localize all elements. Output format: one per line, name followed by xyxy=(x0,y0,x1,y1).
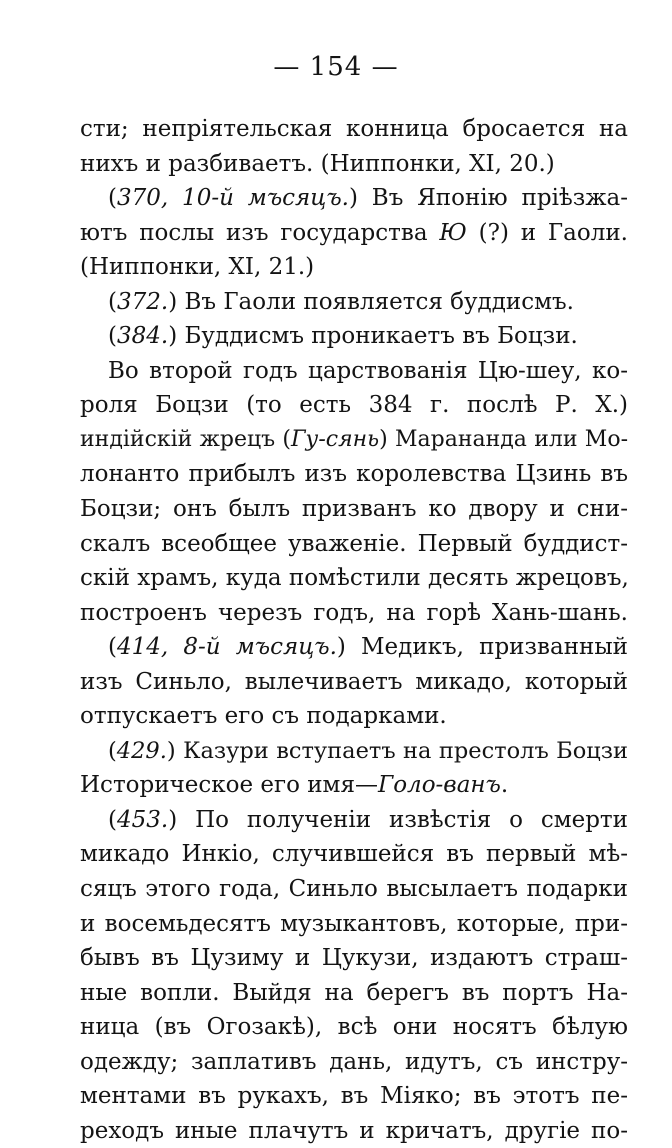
italic-date-span: 414, 8-й мъсяцъ. xyxy=(116,634,337,661)
italic-date-span: 453. xyxy=(116,806,169,833)
text-line xyxy=(80,147,628,182)
text-span: Историческое его имя— xyxy=(80,772,378,799)
text-span: микадо Инкіо, случившейся въ первый мѣ- xyxy=(80,841,628,868)
text-line xyxy=(80,216,628,251)
text-line xyxy=(80,561,628,596)
text-line xyxy=(80,872,628,907)
text-span: Боцзи; онъ былъ призванъ ко двору и сни- xyxy=(80,496,628,523)
text-span: ) Въ Гаоли появляется буддисмъ. xyxy=(168,288,574,315)
text-line xyxy=(80,319,628,354)
text-span: одежду; заплативъ дань, идутъ, съ инстру- xyxy=(80,1048,628,1075)
text-span: ( xyxy=(108,806,117,833)
text-line xyxy=(80,1010,628,1045)
text-span: ) По полученіи извѣстія о смерти xyxy=(168,806,628,833)
text-span: бывъ въ Цузиму и Цукузи, издаютъ страш- xyxy=(80,945,628,972)
text-span: ютъ послы изъ государства xyxy=(80,219,440,246)
text-line xyxy=(80,768,628,803)
italic-date-span: 429. xyxy=(116,737,167,764)
text-span: ( xyxy=(108,185,117,212)
text-line xyxy=(80,354,628,389)
text-span: ) Въ Японію пріѣзжа- xyxy=(348,185,628,212)
italic-date-span: 370, 10-й мъсяцъ. xyxy=(116,185,349,212)
italic-date-span: Ю xyxy=(439,219,467,246)
text-line xyxy=(80,907,628,942)
body-text xyxy=(80,112,628,1148)
text-span: сти; непріятельская конница бросается на xyxy=(80,116,628,142)
text-span: ( xyxy=(108,323,117,350)
text-span: ница (въ Огозакѣ), всѣ они носятъ бѣлую xyxy=(80,1014,628,1041)
text-span: ( xyxy=(108,288,117,315)
text-span: сяцъ этого года, Синьло высылаетъ подарки xyxy=(80,876,628,903)
text-line xyxy=(80,285,628,320)
text-span: ные вопли. Выйдя на берегъ въ портъ На- xyxy=(80,979,628,1006)
text-line xyxy=(80,837,628,872)
text-line xyxy=(80,1079,628,1114)
italic-date-span: Голо-ванъ xyxy=(377,772,501,799)
text-line xyxy=(80,665,628,700)
text-span: роля Боцзи (то есть 384 г. послѣ Р. Х.) xyxy=(80,392,628,419)
text-line xyxy=(80,699,628,734)
text-line xyxy=(80,388,628,423)
text-line xyxy=(80,976,628,1011)
text-span: скій храмъ, куда помѣстили десять жрецовъ, xyxy=(80,565,629,592)
text-span: ) Казури вступаетъ на престолъ Боцзи xyxy=(166,737,628,764)
text-span: отпускаетъ его съ подарками. xyxy=(80,703,447,730)
text-span: и восемьдесятъ музыкантовъ, которые, при- xyxy=(80,910,628,937)
italic-date-span: 384. xyxy=(116,323,169,350)
text-span: построенъ черезъ годъ, на горѣ Хань-шань. xyxy=(80,599,628,626)
italic-date-span: Гу-сянь xyxy=(290,426,380,452)
text-span: (Ниппонки, XI, 21.) xyxy=(80,254,315,281)
text-span: ( xyxy=(108,634,117,661)
italic-date-span: 372. xyxy=(116,288,169,315)
text-line xyxy=(80,423,628,458)
text-line xyxy=(80,734,628,769)
text-span: (?) и Гаоли. xyxy=(466,219,628,246)
text-span: реходъ иные плачутъ и кричатъ, другіе по- xyxy=(80,1117,628,1144)
text-span: ) Медикъ, призванный xyxy=(336,634,628,661)
text-span: скалъ всеобщее уваженіе. Первый буддист- xyxy=(80,530,628,557)
text-span: Во второй годъ царствованія Цю-шеу, ко- xyxy=(108,357,628,384)
text-span: индійскій жрецъ ( xyxy=(80,426,291,452)
text-line xyxy=(80,250,628,285)
text-line xyxy=(80,1045,628,1080)
text-span: . xyxy=(500,772,509,799)
text-span: изъ Синьло, вылечиваетъ микадо, который xyxy=(80,668,628,695)
text-line xyxy=(80,941,628,976)
text-span: ) Буддисмъ проникаетъ въ Боцзи. xyxy=(168,323,578,350)
text-line xyxy=(80,181,628,216)
text-line xyxy=(80,630,628,665)
text-span: ) Марананда или Мо- xyxy=(379,426,628,452)
text-span: ( xyxy=(108,737,117,764)
text-span: нихъ и разбиваетъ. (Ниппонки, XI, 20.) xyxy=(80,150,555,177)
text-line xyxy=(80,596,628,631)
text-line xyxy=(80,527,628,562)
text-line xyxy=(80,492,628,527)
page-number: — 154 — xyxy=(273,52,399,82)
text-line xyxy=(80,457,628,492)
text-line xyxy=(80,112,628,147)
text-span: ментами въ рукахъ, въ Міяко; въ этотъ пе- xyxy=(80,1083,628,1110)
text-span: лонанто прибылъ изъ королевства Цзинь въ xyxy=(80,461,628,488)
text-line xyxy=(80,1114,628,1148)
text-line xyxy=(80,803,628,838)
